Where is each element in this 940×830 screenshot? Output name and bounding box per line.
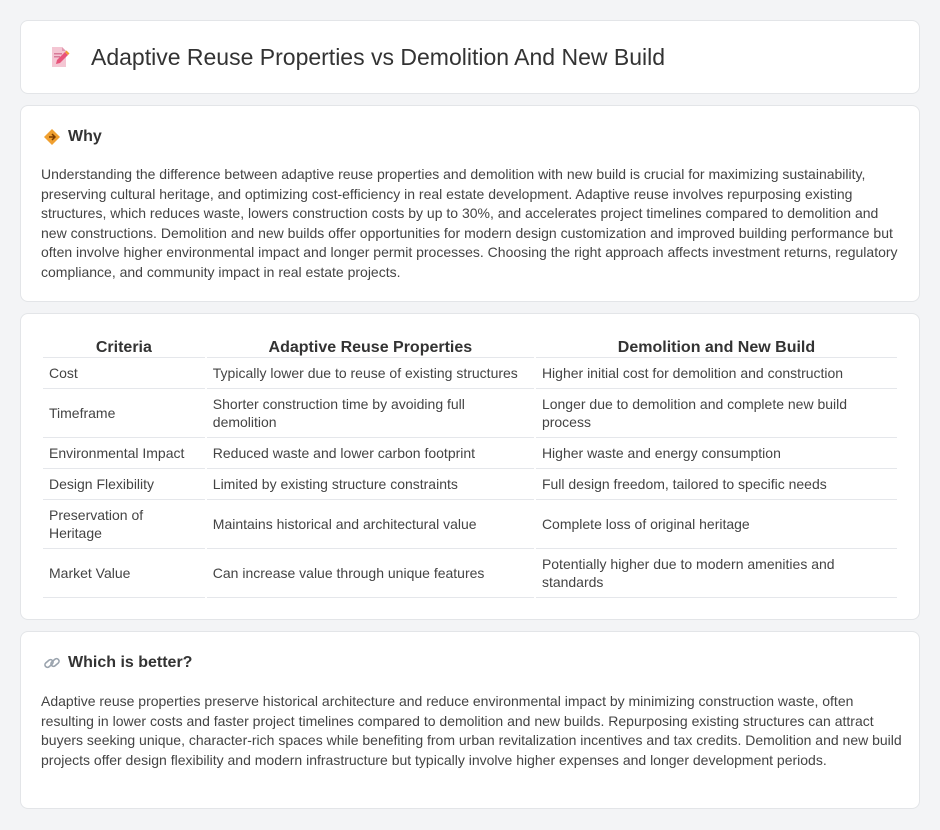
row-adaptive-reuse: Limited by existing structure constraints — [207, 469, 534, 500]
header-demolition: Demolition and New Build — [536, 334, 897, 358]
row-demolition: Longer due to demolition and complete new build process — [536, 389, 897, 438]
row-adaptive-reuse: Reduced waste and lower carbon footprint — [207, 438, 534, 469]
better-title: Which is better? — [68, 654, 193, 671]
table-row — [43, 389, 897, 438]
header-card — [20, 20, 920, 94]
row-demolition: Full design freedom, tailored to specific needs — [536, 469, 897, 500]
table-row — [43, 549, 897, 598]
row-criteria: Environmental Impact — [43, 438, 205, 469]
page-title: Adaptive Reuse Properties vs Demolition And New Build — [91, 43, 666, 70]
row-criteria: Cost — [43, 358, 205, 389]
comparison-table — [41, 334, 899, 598]
row-criteria: Timeframe — [43, 389, 205, 438]
link-icon — [43, 654, 61, 672]
row-criteria: Preservation of Heritage — [43, 500, 205, 549]
row-adaptive-reuse: Maintains historical and architectural value — [207, 500, 534, 549]
why-text: Understanding the difference between adaptive reuse properties and demolition with new build is crucial for maximizing sustainability, preserving cultural heritage, and optimizing cost-efficiency in real estate development. Adaptive reuse involves repurposing existing structures, which reduces waste, lowers construction costs by up to 30%, and accelerates project timelines compared to demolition and new constructions. Demolition and new builds offer opportunities for modern design customization and improved building performance but often involve higher environmental impact and longer permit processes. Choosing the right approach affects investment returns, regulatory compliance, and community impact in real estate projects. — [41, 166, 898, 280]
row-adaptive-reuse: Shorter construction time by avoiding full demolition — [207, 389, 534, 438]
row-demolition: Higher initial cost for demolition and construction — [536, 358, 897, 389]
which-is-better-card — [20, 631, 920, 809]
table-header-row — [43, 334, 897, 358]
table-row — [43, 358, 897, 389]
table-row — [43, 438, 897, 469]
row-demolition: Potentially higher due to modern amenities and standards — [536, 549, 897, 598]
row-demolition: Complete loss of original heritage — [536, 500, 897, 549]
header-criteria: Criteria — [43, 334, 205, 358]
row-adaptive-reuse: Can increase value through unique features — [207, 549, 534, 598]
document-pencil-icon — [47, 45, 71, 69]
row-criteria: Market Value — [43, 549, 205, 598]
better-heading — [43, 654, 192, 672]
why-heading — [43, 128, 102, 146]
row-criteria: Design Flexibility — [43, 469, 205, 500]
better-text: Adaptive reuse properties preserve historical architecture and reduce environmental impact by minimizing construction waste, often resulting in lower costs and faster project timelines compared to demolition and new builds. Repurposing existing structures can attract buyers seeking unique, character-rich spaces while benefiting from urban revitalization incentives and tax credits. Demolition and new build projects offer design flexibility and modern infrastructure but typically involve higher expenses and longer development periods. — [41, 693, 902, 768]
row-demolition: Higher waste and energy consumption — [536, 438, 897, 469]
diamond-signal-icon — [43, 128, 61, 146]
row-adaptive-reuse: Typically lower due to reuse of existing structures — [207, 358, 534, 389]
table-row — [43, 500, 897, 549]
why-title: Why — [68, 128, 102, 145]
header-adaptive-reuse: Adaptive Reuse Properties — [207, 334, 534, 358]
table-row — [43, 469, 897, 500]
why-card — [20, 105, 920, 302]
comparison-card — [20, 313, 920, 620]
